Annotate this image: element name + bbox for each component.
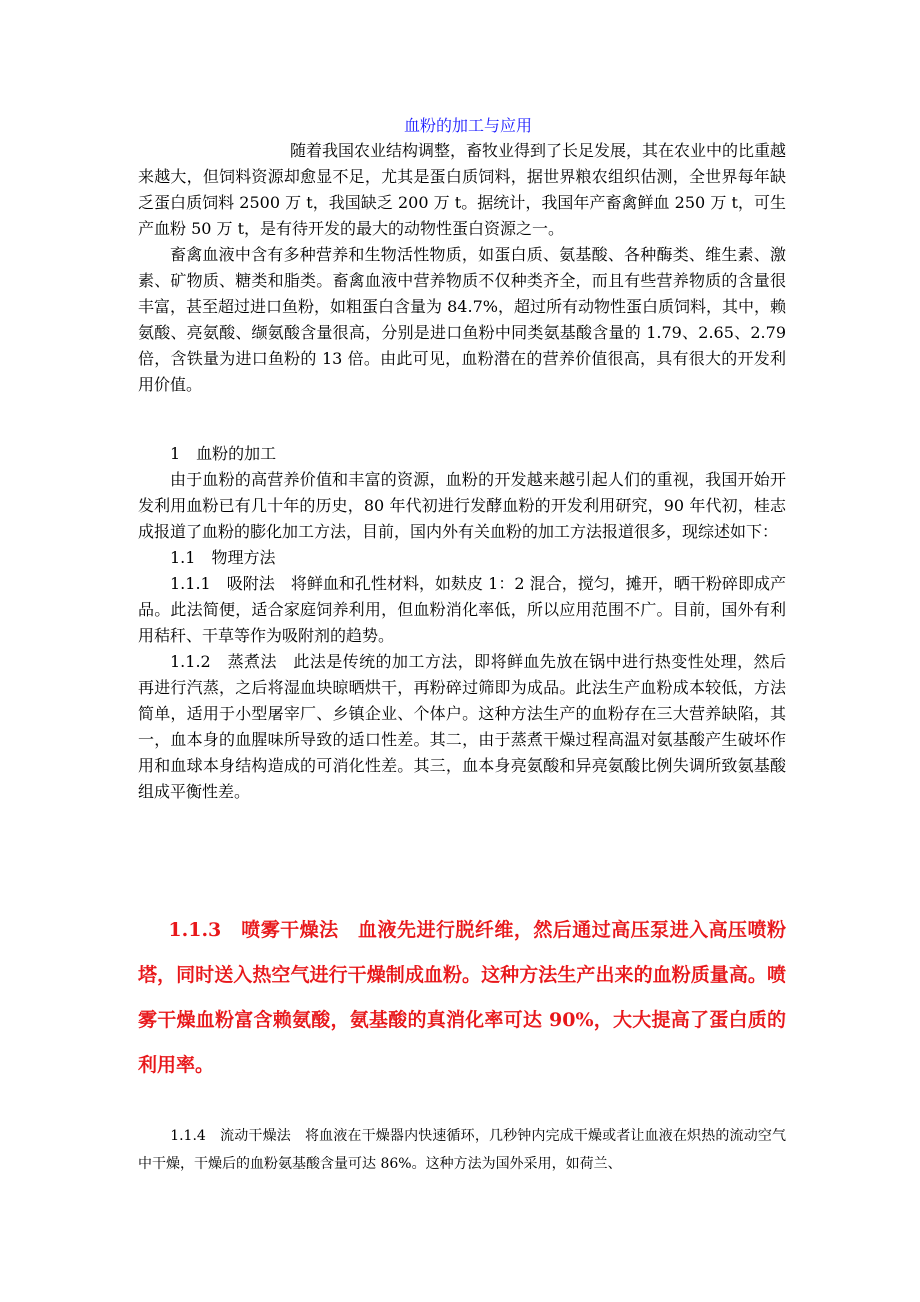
method-flow-drying-paragraph: 1.1.4 流动干燥法 将血液在干燥器内快速循环，几秒钟内完成干燥或者让血液在炽热的流动空气中干燥，干燥后的血粉氨基酸含量可达 86%。这种方法为国外采用，如荷兰、 (138, 1128, 786, 1172)
intro-section (138, 138, 786, 398)
method-spray-drying-highlight (138, 908, 786, 1088)
section-1-paragraph: 由于血粉的高营养价值和丰富的资源，血粉的开发越来越引起人们的重视，我国开始开发利用血粉已有几十年的历史，80 年代初进行发酵血粉的开发利用研究，90 年代初，桂志成报道了血粉的膨化加工方法，目前，国内外有关血粉的加工方法报道很多，现综述如下： (138, 470, 786, 541)
section-1-heading: 1 血粉的加工 (170, 444, 277, 463)
subsection-1-1-heading: 1.1 物理方法 (170, 548, 276, 567)
method-adsorption-paragraph: 1.1.1 吸附法 将鲜血和孔性材料，如麸皮 1：2 混合，搅匀，摊开，晒干粉碎即成产品。此法简便，适合家庭饲养利用，但血粉消化率低，所以应用范围不广。目前，国外有利用秸秆、干草等作为吸附剂的趋势。 (138, 574, 786, 645)
method-steaming-paragraph: 1.1.2 蒸煮法 此法是传统的加工方法，即将鲜血先放在锅中进行热变性处理，然后再进行汽蒸，之后将湿血块晾晒烘干，再粉碎过筛即为成品。此法生产血粉成本较低，方法简单，适用于小型屠宰厂、乡镇企业、个体户。这种方法生产的血粉存在三大营养缺陷，其一，血本身的血腥味所导致的适口性差。其二，由于蒸煮干燥过程高温对氨基酸产生破坏作用和血球本身结构造成的可消化性差。其三，血本身亮氨酸和异亮氨酸比例失调所致氨基酸组成平衡性差。 (138, 652, 786, 801)
method-flow-drying-section (138, 1122, 786, 1178)
section-1 (138, 441, 786, 805)
intro-paragraph-1: 随着我国农业结构调整，畜牧业得到了长足发展，其在农业中的比重越来越大，但饲料资源却愈显不足，尤其是蛋白质饲料，据世界粮农组织估测，全世界每年缺乏蛋白质饲料 2500 万 t，我国缺乏 200 万 t。据统计，我国年产畜禽鲜血 250 万 t，可生产血粉 50 万 t，是有待开发的最大的动物性蛋白资源之一。 (138, 141, 787, 238)
intro-paragraph-2: 畜禽血液中含有多种营养和生物活性物质，如蛋白质、氨基酸、各种酶类、维生素、激素、矿物质、糖类和脂类。畜禽血液中营养物质不仅种类齐全，而且有些营养物质的含量很丰富，甚至超过进口鱼粉，如粗蛋白含量为 84.7%，超过所有动物性蛋白质饲料，其中，赖氨酸、亮氨酸、缬氨酸含量很高，分别是进口鱼粉中同类氨基酸含量的 1.79、2.65、2.79 倍，含铁量为进口鱼粉的 13 倍。由此可见，血粉潜在的营养价值很高，具有很大的开发利用价值。 (138, 245, 786, 394)
document-title: 血粉的加工与应用 (404, 116, 533, 135)
method-spray-drying-paragraph: 1.1.3 喷雾干燥法 血液先进行脱纤维，然后通过高压泵进入高压喷粉塔，同时送入热空气进行干燥制成血粉。这种方法生产出来的血粉质量高。喷雾干燥血粉富含赖氨酸，氨基酸的真消化率可达 90%，大大提高了蛋白质的利用率。 (138, 919, 786, 1076)
